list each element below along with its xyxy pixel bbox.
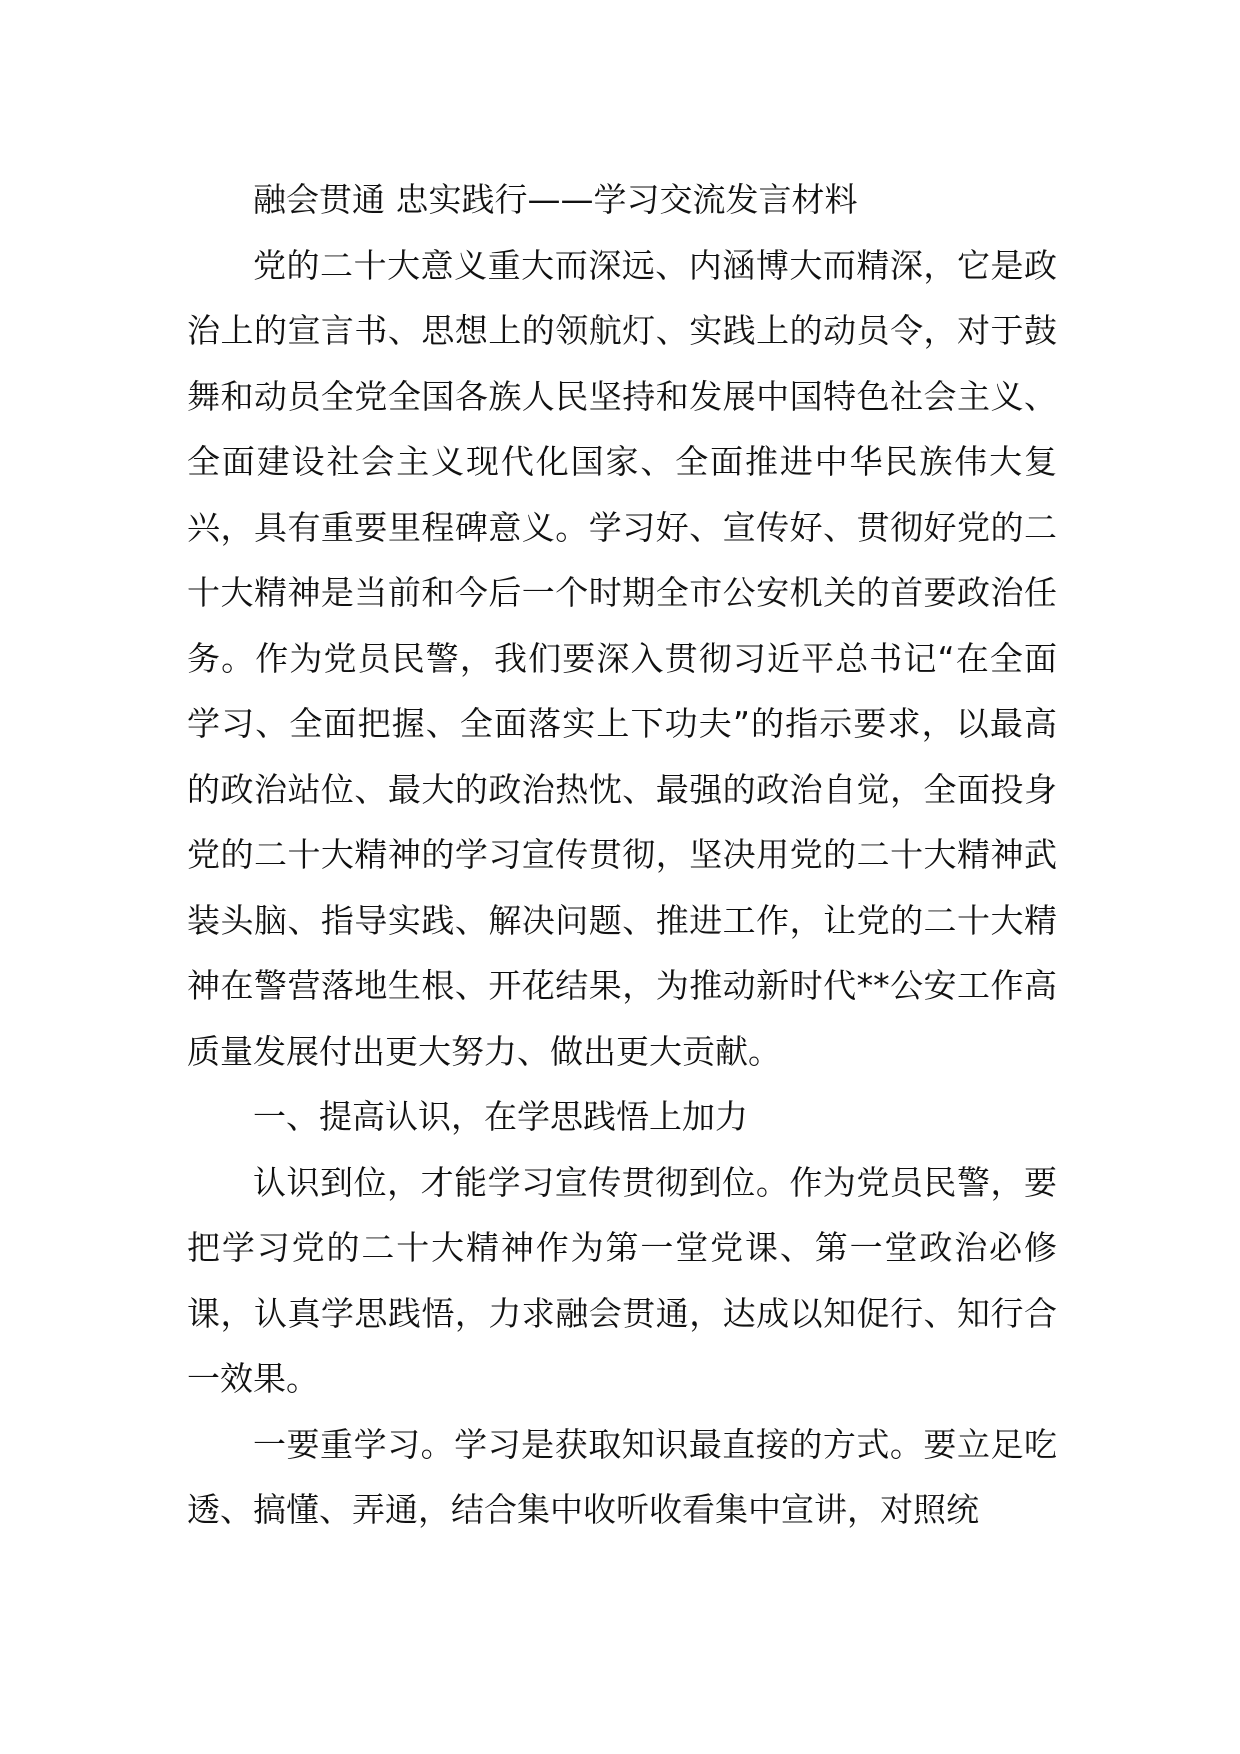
document-title: 融会贯通 忠实践行——学习交流发言材料 [253, 180, 858, 219]
paragraph-intro: 党的二十大意义重大而深远、内涵博大而精深，它是政治上的宣言书、思想上的领航灯、实践上的动员令，对于鼓舞和动员全党全国各族人民坚持和发展中国特色社会主义、全面建设社会主义现代化国家、全面推进中华民族伟大复兴，具有重要里程碑意义。学习好、宣传好、贯彻好党的二十大精神是当前和今后一个时期全市公安机关的首要政治任务。作为党员民警，我们要深入贯彻习近平总书记“在全面学习、全面把握、全面落实上下功夫”的指示要求，以最高的政治站位、最大的政治热忱、最强的政治自觉，全面投身党的二十大精神的学习宣传贯彻，坚决用党的二十大精神武装头脑、指导实践、解决问题、推进工作，让党的二十大精神在警营落地生根、开花结果，为推动新时代**公安工作高质量发展付出更大努力、做出更大贡献。 [187, 245, 1057, 1071]
document-body [187, 167, 1057, 1543]
paragraph-study: 一要重学习。学习是获取知识最直接的方式。要立足吃透、搞懂、弄通，结合集中收听收看集中宣讲，对照统 [187, 1424, 1057, 1529]
section-heading-1: 一、提高认识，在学思践悟上加力 [253, 1097, 748, 1136]
paragraph-section-1-intro: 认识到位，才能学习宣传贯彻到位。作为党员民警，要把学习党的二十大精神作为第一堂党课、第一堂政治必修课，认真学思践悟，力求融会贯通，达成以知促行、知行合一效果。 [187, 1162, 1057, 1398]
